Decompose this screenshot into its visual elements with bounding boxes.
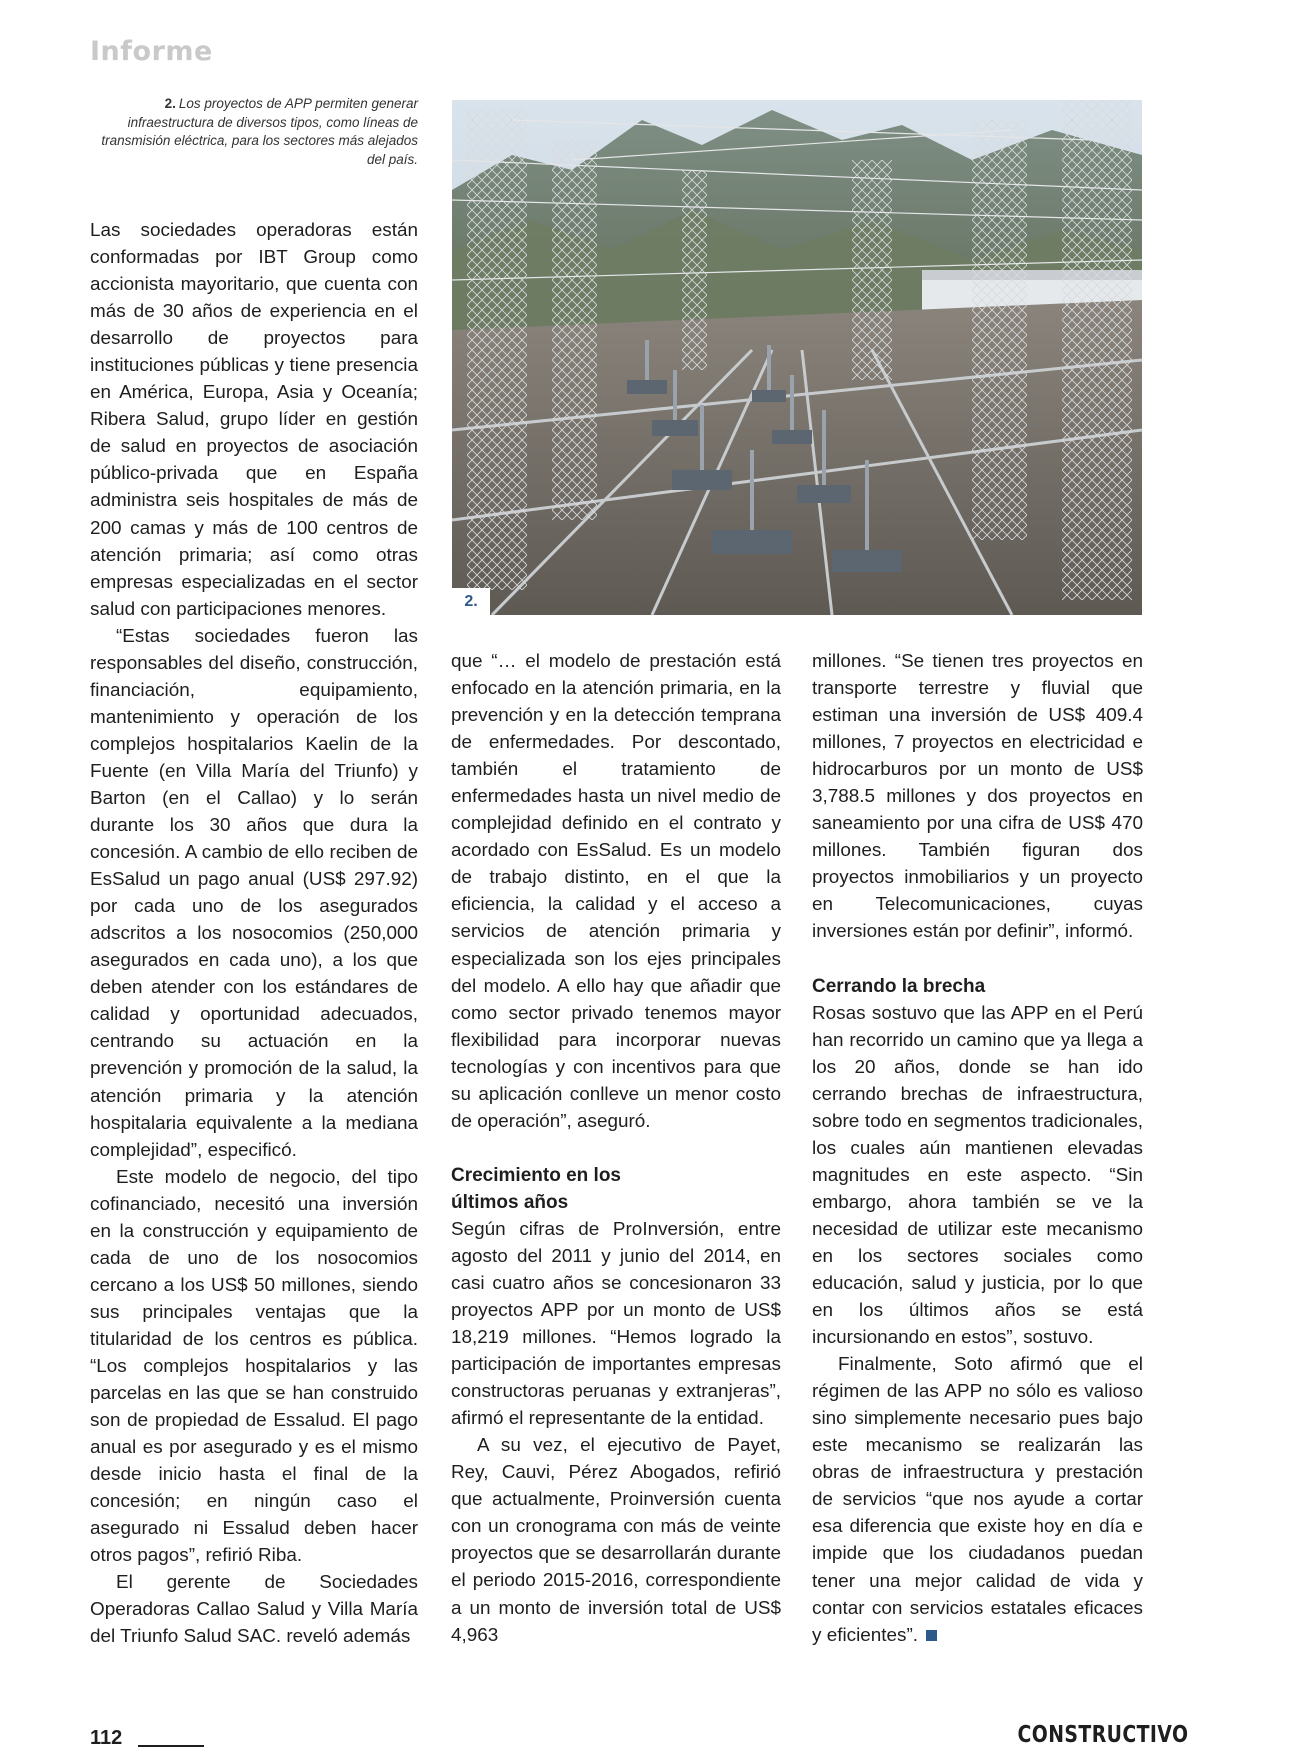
paragraph: El gerente de Sociedades Operadoras Callao Salud y Villa María del Triunfo Salud SAC. reveló además	[90, 1572, 418, 1648]
magazine-brand: CONSTRUCTIVO	[1017, 1722, 1189, 1748]
section-label: Informe	[90, 36, 213, 67]
paragraph-final	[812, 1351, 1143, 1649]
figure-caption-text: Los proyectos de APP permiten generar infraestructura de diversos tipos, como líneas de transmisión eléctrica, para los sectores más alejados del país.	[101, 96, 418, 167]
subheading: últimos años	[451, 1191, 569, 1213]
paragraph: Según cifras de ProInversión, entre agosto del 2011 y junio del 2014, en casi cuatro años se concesionaron 33 proyectos APP por un monto de US$ 18,219 millones. “Hemos logrado la participación de importantes empresas constructoras peruanas y extranjeras”, afirmó el representante de la entidad.	[451, 1218, 781, 1430]
subheading: Cerrando la brecha	[812, 975, 986, 997]
paragraph: Este modelo de negocio, del tipo cofinanciado, necesitó una inversión en la construcción y equipamiento de cada de uno de los nosocomios cercano a los US$ 50 millones, siendo sus principales ventajas que la titularidad de los centros es pública. “Los complejos hospitalarios y las parcelas en las que se han construido son de propiedad de Essalud. El pago anual es por asegurado y es el mismo desde inicio hasta el final de la concesión; en ningún caso el asegurado ni Essalud deben hacer otros pagos”, refirió Riba.	[90, 1166, 418, 1567]
substation-photo	[452, 100, 1142, 615]
paragraph: “Estas sociedades fueron las responsables del diseño, construcción, financiación, equipamiento, mantenimiento y operación de los complejos hospitalarios Kaelin de la Fuente (en Villa María del Triunfo) y Barton (en el Callao) y lo serán durante los 30 años que dura la concesión. A cambio de ello reciben de EsSalud un pago anual (US$ 297.92) por cada uno de los asegurados adscritos a los nosocomios (250,000 asegurados en cada uno), a los que deben atender con los estándares de calidad y oportunidad adecuados, centrando su actuación en la prevención y promoción de la salud, la atención primaria y la atención hospitalaria equivalente a la mediana complejidad”, especificó.	[90, 625, 418, 1161]
page-number-rule	[138, 1745, 204, 1747]
page-number: 112	[90, 1727, 123, 1749]
article-column-3	[812, 648, 1143, 1649]
article-column-2	[451, 648, 781, 1649]
paragraph: millones. “Se tienen tres proyectos en transporte terrestre y fluvial que estiman una inversión de US$ 409.4 millones, 7 proyectos en electricidad e hidrocarburos por un monto de US$ 3,788.5 millones y dos proyectos en saneamiento por una cifra de US$ 470 millones. También figuran dos proyectos inmobiliarios y un proyecto en Telecomunicaciones, cuyas inversiones están por definir”, informó.	[812, 651, 1143, 943]
article-column-1	[90, 217, 418, 1650]
subheading: Crecimiento en los	[451, 1164, 621, 1186]
paragraph-final-text: Finalmente, Soto afirmó que el régimen de las APP no sólo es valioso sino simplemente necesario pues bajo este mecanismo se realizarán las obras de infraestructura y prestación de servicios “que nos ayude a cortar esa diferencia que existe hoy en día e impide que los ciudadanos puedan tener una mejor calidad de vida y contar con servicios estatales eficaces y eficientes”.	[812, 1354, 1143, 1646]
end-of-article-mark-icon	[926, 1630, 937, 1641]
figure-caption	[100, 95, 418, 169]
paragraph: que “… el modelo de prestación está enfocado en la atención primaria, en la prevención y en la detección temprana de enfermedades. Por descontado, también el tratamiento de enfermedades hasta un nivel medio de complejidad definido en el contrato y acordado con EsSalud. Es un modelo de trabajo distinto, en el que la eficiencia, la calidad y el acceso a servicios de atención primaria y especializada son los ejes principales del modelo. A ello hay que añadir que como sector privado tenemos mayor flexibilidad para incorporar nuevas tecnologías y con incentivos para que su aplicación conlleve un menor costo de operación”, aseguró.	[451, 651, 781, 1132]
figure-number: 2.	[164, 96, 176, 111]
paragraph: Rosas sostuvo que las APP en el Perú han recorrido un camino que ya llega a los 20 años, donde se han ido cerrando brechas de infraestructura, sobre todo en segmentos tradicionales, los cuales aún mantienen elevadas magnitudes en este aspecto. “Sin embargo, ahora también se ve la necesidad de utilizar este mecanismo en los sectores sociales como educación, salud y justicia, por lo que en los últimos años se está incursionando en estos”, sostuvo.	[812, 1002, 1143, 1349]
paragraph: Las sociedades operadoras están conformadas por IBT Group como accionista mayoritario, que cuenta con más de 30 años de experiencia en el desarrollo de proyectos para instituciones públicas y tiene presencia en América, Europa, Asia y Oceanía; Ribera Salud, grupo líder en gestión de salud en proyectos de asociación público-privada que en España administra seis hospitales de más de 200 camas y más de 100 centros de atención primaria; así como otras empresas especializadas en el sector salud con participaciones menores.	[90, 220, 418, 620]
photo-tag: 2.	[452, 588, 490, 615]
paragraph: A su vez, el ejecutivo de Payet, Rey, Cauvi, Pérez Abogados, refirió que actualmente, Proinversión cuenta con un cronograma con más de veinte proyectos que se desarrollarán durante el periodo 2015-2016, correspondiente a un monto de inversión total de US$ 4,963	[451, 1435, 781, 1646]
